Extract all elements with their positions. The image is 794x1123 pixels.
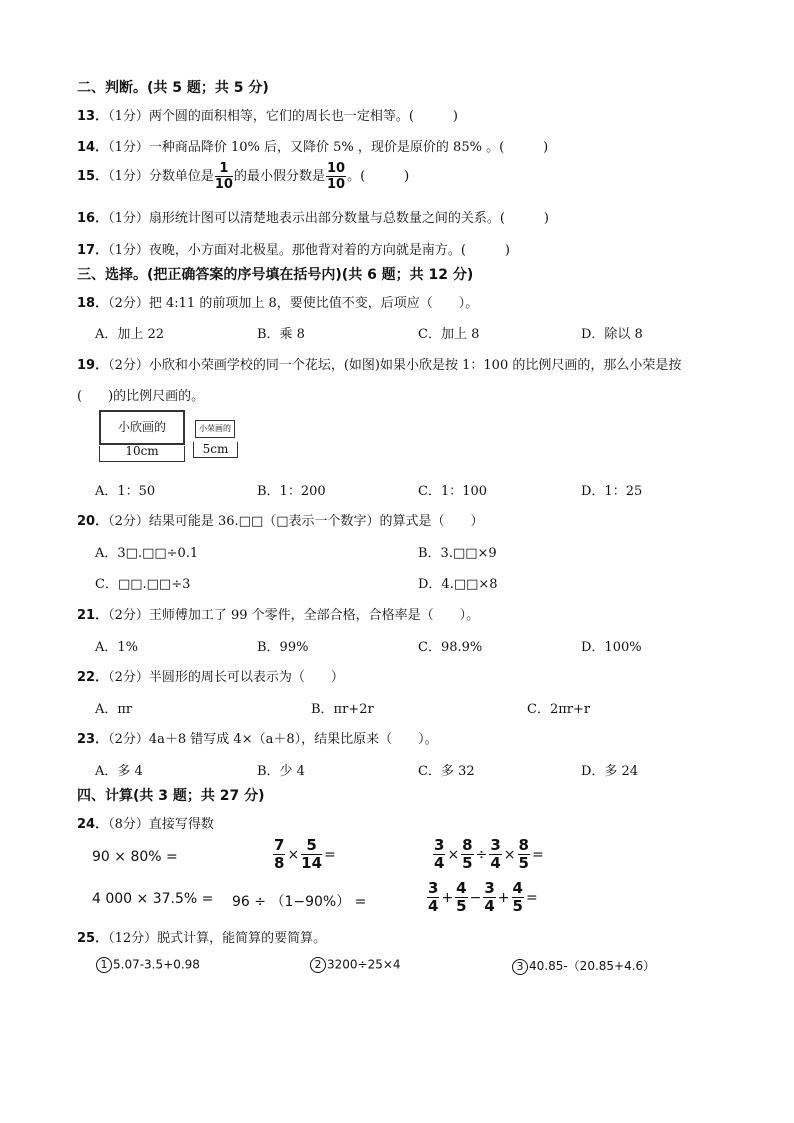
fraction: $\frac{8}{5}$ <box>462 836 473 872</box>
question-text: （2分）小欣和小荣画学校的同一个花坛，(如图)如果小欣是按 1：100 的比例尺画的，那么小荣是按 <box>108 358 682 373</box>
fraction: $\frac{4}{5}$ <box>512 879 523 915</box>
circled-number: 3 <box>512 959 528 975</box>
option-a: A．多 4 <box>95 764 143 779</box>
calc-item-3 <box>512 957 655 975</box>
question-17 <box>77 239 510 258</box>
drawing-label: 小欣画的 <box>117 420 166 434</box>
question-text: （2分）4a＋8 错写成 4×（a＋8），结果比原来（ ）。 <box>108 732 438 747</box>
question-number: 24． <box>77 817 109 832</box>
dimension-line-large <box>99 446 185 464</box>
option-b: B．1：200 <box>257 484 326 499</box>
question-16 <box>77 207 549 226</box>
expression-4: 4 000 × 37.5% = <box>92 891 214 907</box>
expression-5: 96 ÷ （1−90%） = <box>232 894 367 910</box>
calc-expression: 3200÷25×4 <box>327 957 401 972</box>
option-c: C．2πr+r <box>527 702 591 717</box>
fraction: $\frac{4}{5}$ <box>456 879 467 915</box>
dimension-label: 5cm <box>202 442 229 456</box>
option-c: C．加上 8 <box>418 327 480 342</box>
question-number: 14． <box>77 140 109 155</box>
question-number: 23． <box>77 732 109 747</box>
expression-3: $\frac{3}{4}$ × $\frac{8}{5}$ ÷ $\frac{3}{4}$ × $\frac{8}{5}$ = <box>434 836 544 872</box>
calc-item-2 <box>310 957 401 973</box>
dimension-label: 10cm <box>125 444 159 458</box>
question-text: （1分）扇形统计图可以清楚地表示出部分数量与总数量之间的关系。( ) <box>108 211 550 226</box>
question-13 <box>77 105 458 124</box>
option-d: D．4.□□×8 <box>418 577 498 592</box>
question-15 <box>77 162 409 191</box>
question-number: 20． <box>77 514 109 529</box>
option-c: C．□□.□□÷3 <box>95 577 191 592</box>
expression-1: 90 × 80% = <box>92 849 178 865</box>
option-d: D．100% <box>581 640 642 655</box>
question-number: 25． <box>77 931 109 946</box>
option-b: B．99% <box>257 640 309 655</box>
question-number: 16． <box>77 211 109 226</box>
option-c: C．1：100 <box>418 484 488 499</box>
drawing-label: 小荣画的 <box>199 424 231 433</box>
question-text: （8分）直接写得数 <box>108 817 214 832</box>
question-number: 15． <box>77 169 109 184</box>
question-19-line2: ( )的比例尺画的。 <box>77 389 205 404</box>
option-b: B．少 4 <box>257 764 305 779</box>
fraction: $\frac{3}{4}$ <box>434 836 445 872</box>
option-b: B．3.□□×9 <box>418 546 497 561</box>
option-b: B．乘 8 <box>257 327 305 342</box>
question-22 <box>77 666 344 685</box>
question-21 <box>77 604 479 623</box>
question-25 <box>77 927 326 946</box>
question-number: 13． <box>77 109 109 124</box>
option-a: A．加上 22 <box>95 327 165 342</box>
question-text: （1分）两个圆的面积相等，它们的周长也一定相等。( ) <box>108 109 459 124</box>
section-4-title: 四、计算(共 3 题；共 27 分) <box>77 788 265 804</box>
question-text: （12分）脱式计算，能简算的要简算。 <box>108 931 327 946</box>
option-d: D．除以 8 <box>581 327 643 342</box>
answer-bracket: 。( ) <box>347 169 410 184</box>
expression-6: $\frac{3}{4}$ + $\frac{4}{5}$ − $\frac{3}{4}$ + $\frac{4}{5}$ = <box>428 879 538 915</box>
question-number: 18． <box>77 296 109 311</box>
question-text: （1分）分数单位是 <box>108 169 214 184</box>
question-text: （2分）把 4:11 的前项加上 8，要使比值不变，后项应（ ）。 <box>108 296 479 311</box>
calc-expression: 40.85-（20.85+4.6） <box>529 959 656 973</box>
fraction-improper: $\frac{10}{10}$ <box>326 161 346 192</box>
fraction: $\frac{3}{4}$ <box>490 836 501 872</box>
question-18 <box>77 292 478 311</box>
question-text: （1分）一种商品降价 10% 后，又降价 5% ，现价是原价的 85% 。( ) <box>108 140 549 155</box>
option-d: D．多 24 <box>581 764 639 779</box>
question-text: 的最小假分数是 <box>233 169 325 184</box>
fraction: $\frac{3}{4}$ <box>428 879 439 915</box>
question-number: 17． <box>77 243 109 258</box>
question-text: （1分）夜晚，小方面对北极星。那他背对着的方向就是南方。( ) <box>108 243 511 258</box>
option-d: D．1：25 <box>581 484 643 499</box>
section-2-title: 二、判断。(共 5 题；共 5 分) <box>77 80 269 96</box>
option-a: A．3□.□□÷0.1 <box>95 546 199 561</box>
question-19 <box>77 354 681 373</box>
question-number: 19． <box>77 358 109 373</box>
option-c: C．98.9% <box>418 640 483 655</box>
option-a: A．1% <box>95 640 139 655</box>
question-number: 22． <box>77 670 109 685</box>
question-number: 21． <box>77 608 109 623</box>
option-a: A．πr <box>95 702 133 717</box>
flowerbed-drawing-large <box>99 410 185 445</box>
question-14 <box>77 136 548 155</box>
question-text: （2分）王师傅加工了 99 个零件，全部合格，合格率是（ ）。 <box>108 608 480 623</box>
option-c: C．多 32 <box>418 764 475 779</box>
fraction: $\frac{3}{4}$ <box>484 879 495 915</box>
fraction: $\frac{7}{8}$ <box>274 836 285 872</box>
circled-number: 1 <box>96 957 112 973</box>
question-20 <box>77 510 484 529</box>
section-3-title: 三、选择。(把正确答案的序号填在括号内)(共 6 题；共 12 分) <box>77 267 474 283</box>
question-text: （2分）半圆形的周长可以表示为（ ） <box>108 670 344 685</box>
calc-expression: 5.07-3.5+0.98 <box>113 957 200 972</box>
fraction-unit: $\frac{1}{10}$ <box>214 161 233 192</box>
flowerbed-drawing-small <box>195 420 235 438</box>
fraction: $\frac{8}{5}$ <box>518 836 529 872</box>
question-23 <box>77 728 438 747</box>
calc-item-1 <box>96 957 200 973</box>
option-a: A．1：50 <box>95 484 156 499</box>
expression-2: $\frac{7}{8}$ × $\frac{5}{14}$ = <box>274 836 336 872</box>
question-24 <box>77 813 214 832</box>
fraction: $\frac{5}{14}$ <box>301 836 323 872</box>
option-b: B．πr+2r <box>311 702 374 717</box>
circled-number: 2 <box>310 957 326 973</box>
question-text: （2分）结果可能是 36.□□（□表示一个数字）的算式是（ ） <box>108 514 484 529</box>
dimension-line-small <box>193 442 238 460</box>
